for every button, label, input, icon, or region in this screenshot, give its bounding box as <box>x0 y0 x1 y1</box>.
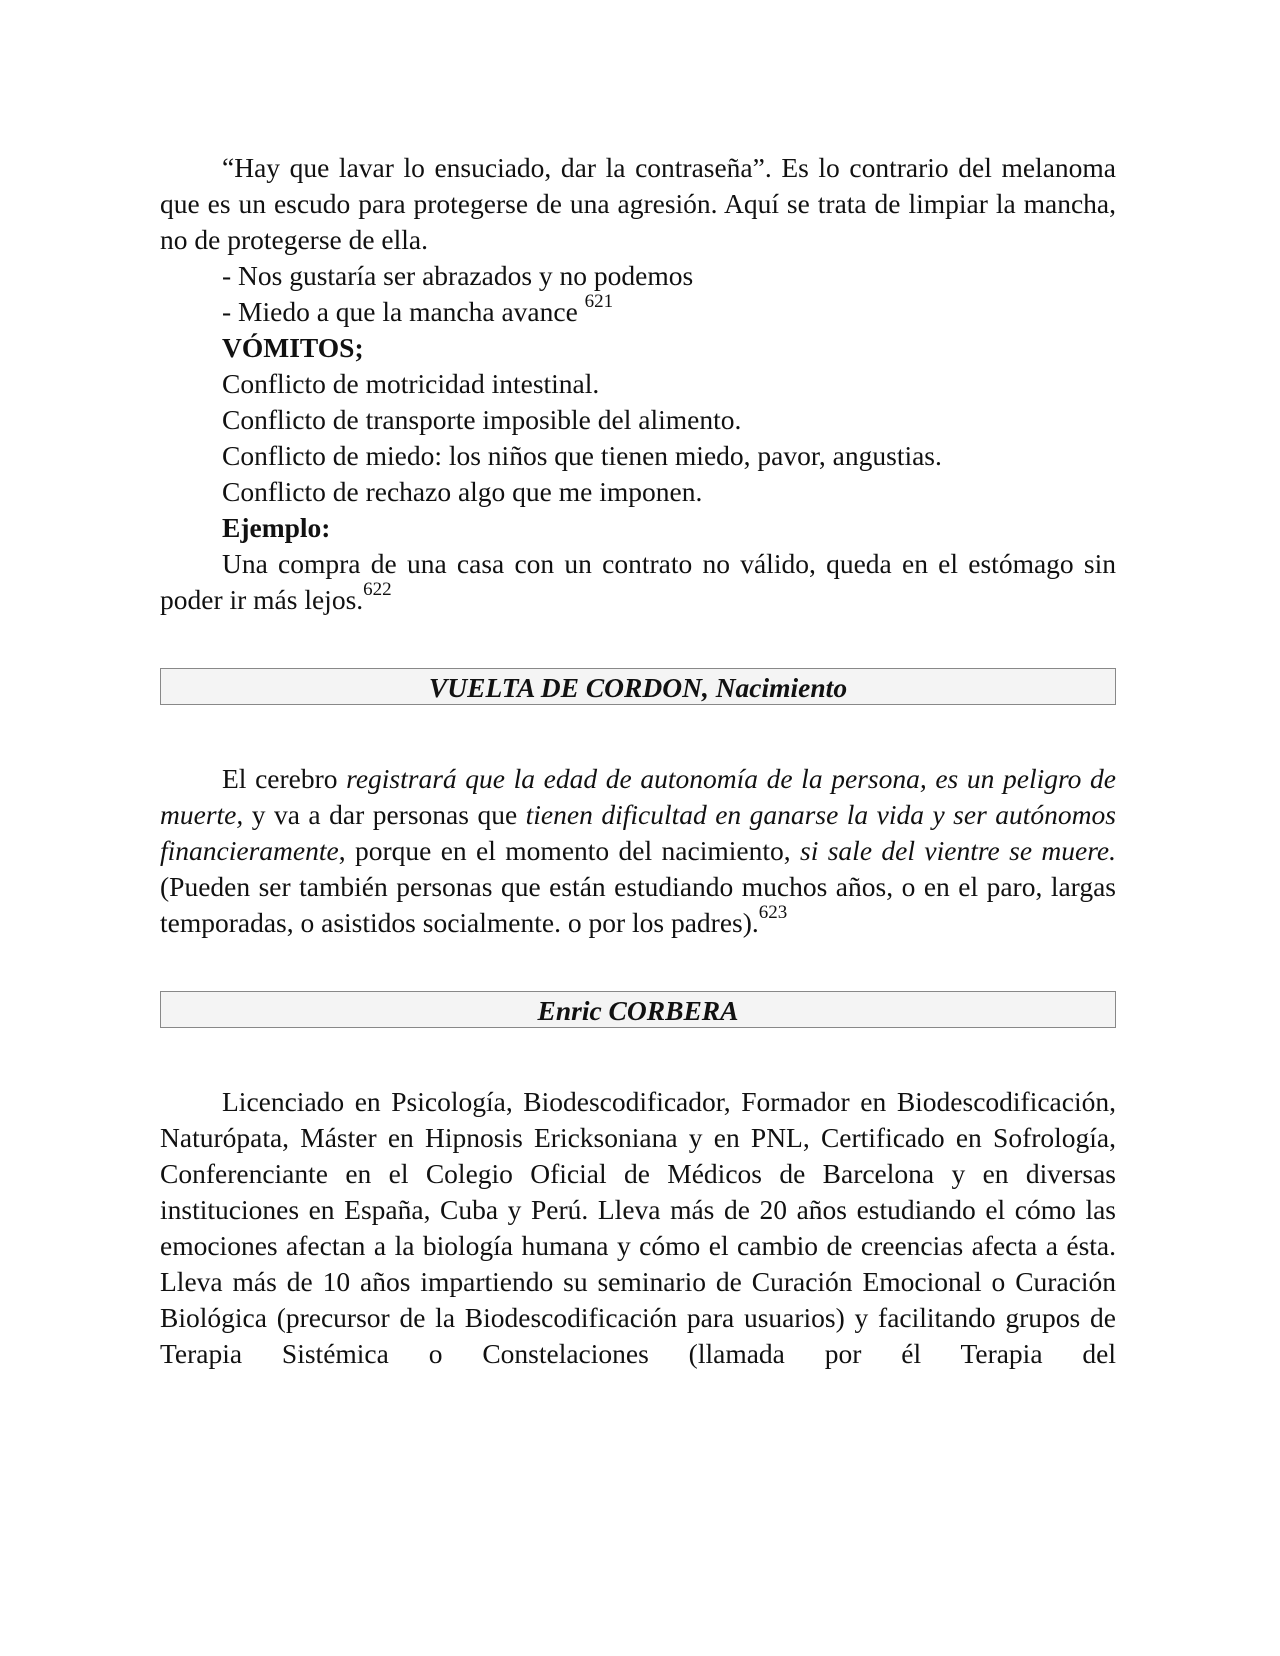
document-page <box>160 150 1116 1372</box>
list-item-text: - Miedo a que la mancha avance <box>222 296 585 327</box>
italic-run: tienen dificultad en ganarse la vida y ser autónomos financieramente <box>160 799 1116 866</box>
conflict-line: Conflicto de miedo: los niños que tienen miedo, pavor, angustias. <box>222 440 942 471</box>
text-run: , porque en el momento del nacimiento, <box>338 835 800 866</box>
list-item <box>160 258 1116 294</box>
example-paragraph <box>160 546 1116 618</box>
example-title: Ejemplo: <box>222 512 331 543</box>
conflict-line: Conflicto de rechazo algo que me imponen. <box>222 476 703 507</box>
footnote-ref: 621 <box>584 290 614 312</box>
italic-run: si sale del vientre se muere. <box>800 835 1116 866</box>
paragraph-contrasena: “Hay que lavar lo ensuciado, dar la contraseña”. Es lo contrario del melanoma que es un escudo para protegerse de una agresión. Aquí se trata de limpiar la mancha, no de protegerse de ella. <box>160 152 1116 255</box>
paragraph-biography: Licenciado en Psicología, Biodescodificador, Formador en Biodescodificación, Naturópata, Máster en Hipnosis Ericksoniana y en PNL, Certificado en Sofrología, Conferenciante en el Colegio Oficial de Médicos de Barcelona y en diversas instituciones en España, Cuba y Perú. Lleva más de 20 años estudiando el cómo las emociones afectan a la biología humana y cómo el cambio de creencias afecta a ésta. Lleva más de 10 años impartiendo su seminario de Curación Emocional o Curación Biológica (precursor de la Biodescodificación para usuarios) y facilitando grupos de Terapia Sistémica o Constelaciones (llamada por él Terapia del <box>160 1086 1116 1369</box>
footnote-ref: 622 <box>363 578 392 600</box>
paragraph-vuelta-de-cordon <box>160 761 1116 941</box>
text-run: y va a dar personas que <box>243 799 526 830</box>
section-heading-vuelta-de-cordon: VUELTA DE CORDON, Nacimiento <box>160 668 1116 705</box>
section-heading-enric-corbera: Enric CORBERA <box>160 991 1116 1028</box>
italic-run: registrará que la edad de autonomía de la persona, es un peligro de muerte, <box>160 763 1116 830</box>
vomitos-title: VÓMITOS; <box>222 332 364 363</box>
list-item <box>160 290 1116 330</box>
conflict-line: Conflicto de motricidad intestinal. <box>222 368 600 399</box>
list-item-text: - Nos gustaría ser abrazados y no podemos <box>222 260 694 291</box>
text-run: El cerebro <box>222 763 347 794</box>
text-run: (Pueden ser también personas que están estudiando muchos años, o en el paro, largas temporadas, o asistidos socialmente. o por los padres). <box>160 871 1116 938</box>
conflict-line: Conflicto de transporte imposible del alimento. <box>222 404 742 435</box>
footnote-ref: 623 <box>758 901 788 923</box>
example-text: Una compra de una casa con un contrato no válido, queda en el estómago sin poder ir más lejos. <box>160 548 1116 615</box>
